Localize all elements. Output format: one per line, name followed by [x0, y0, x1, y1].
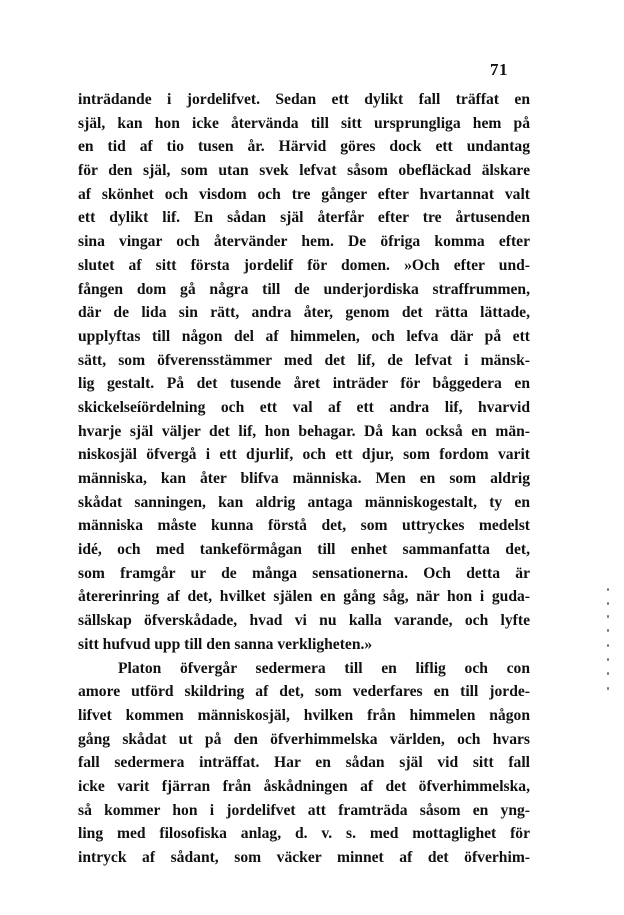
text-line: inträdande i jordelifvet. Sedan ett dylikt fall träffat en	[78, 91, 530, 108]
text-line: lig gestalt. På det tusende året inträder för båggedera en	[78, 375, 530, 393]
text-line: intryck af sådant, som väcker minnet af det öfverhim-	[78, 849, 530, 866]
text-line: icke varit fjärran från åskådningen af det öfverhimmelska,	[78, 777, 530, 795]
text-line: fall sedermera inträffat. Har en sådan själ vid sitt fall	[78, 754, 530, 772]
text-line: lifvet kommen människosjäl, hvilken från himmelen någon	[78, 706, 530, 724]
text-line: sina vingar och återvänder hem. De öfriga komma efter	[78, 233, 530, 251]
text-line: amore utförd skildring af det, som vederfares en till jorde-	[78, 683, 530, 701]
body-text	[78, 88, 530, 870]
text-line: där de lida sin rätt, andra åter, genom det rätta lättade,	[78, 304, 530, 322]
text-line: som framgår ur de många sensationerna. Och detta är	[78, 564, 530, 582]
text-line: af skönhet och visdom och tre gånger efter hvartannat valt	[78, 185, 530, 203]
text-line: skickelseíördelning och ett val af ett andra lif, hvarvid	[78, 398, 530, 416]
text-line: så kommer hon i jordelifvet att framträda såsom en yng-	[78, 801, 530, 819]
text-line: skådat sanningen, kan aldrig antaga människogestalt, ty en	[78, 493, 530, 511]
text-line: människa, kan åter blifva människa. Men en som aldrig	[78, 470, 530, 487]
text-line: själ, kan hon icke återvända till sitt ursprungliga hem på	[78, 114, 530, 132]
text-line: sätt, som öfverensstämmer med det lif, de lefvat i mänsk-	[78, 351, 530, 369]
text-line: upplyftas till någon del af himmelen, och lefva där på ett	[78, 327, 530, 345]
text-line: fången dom gå några till de underjordiska straffrummen,	[78, 280, 530, 298]
text-line: en tid af tio tusen år. Härvid göres dock ett undantag	[78, 138, 530, 156]
text-line: slutet af sitt första jordelif för domen. »Och efter und-	[78, 256, 530, 274]
paragraph-start-line: Platon öfvergår sedermera till en liflig och con	[118, 659, 530, 677]
paragraph-end-line: sitt hufvud upp till den sanna verkligheten.»	[78, 635, 373, 653]
text-line: för den själ, som utan svek lefvat såsom obefläckad älskare	[78, 162, 530, 180]
text-line: gång skådat ut på den öfverhimmelska världen, och hvars	[78, 730, 530, 748]
text-line: ling med filosofiska anlag, d. v. s. med mottaglighet för	[78, 825, 530, 843]
page-number: 71	[490, 60, 508, 79]
text-line: människa måste kunna förstå det, som uttryckes medelst	[78, 517, 530, 535]
text-line: niskosjäl öfvergå i ett djurlif, och ett djur, som fordom varit	[78, 446, 530, 464]
text-line: återerinring af det, hvilket själen en gång såg, när hon i guda-	[78, 588, 530, 606]
margin-scan-specks	[607, 588, 611, 698]
text-line: hvarje själ väljer det lif, hon behagar. Då kan också en män-	[78, 422, 530, 440]
text-line: sällskap öfverskådade, hvad vi nu kalla varande, och lyfte	[78, 612, 530, 630]
text-line: ett dylikt lif. En sådan själ återfår efter tre årtusenden	[78, 209, 530, 227]
text-line: idé, och med tankeförmågan till enhet sammanfatta det,	[78, 541, 530, 559]
